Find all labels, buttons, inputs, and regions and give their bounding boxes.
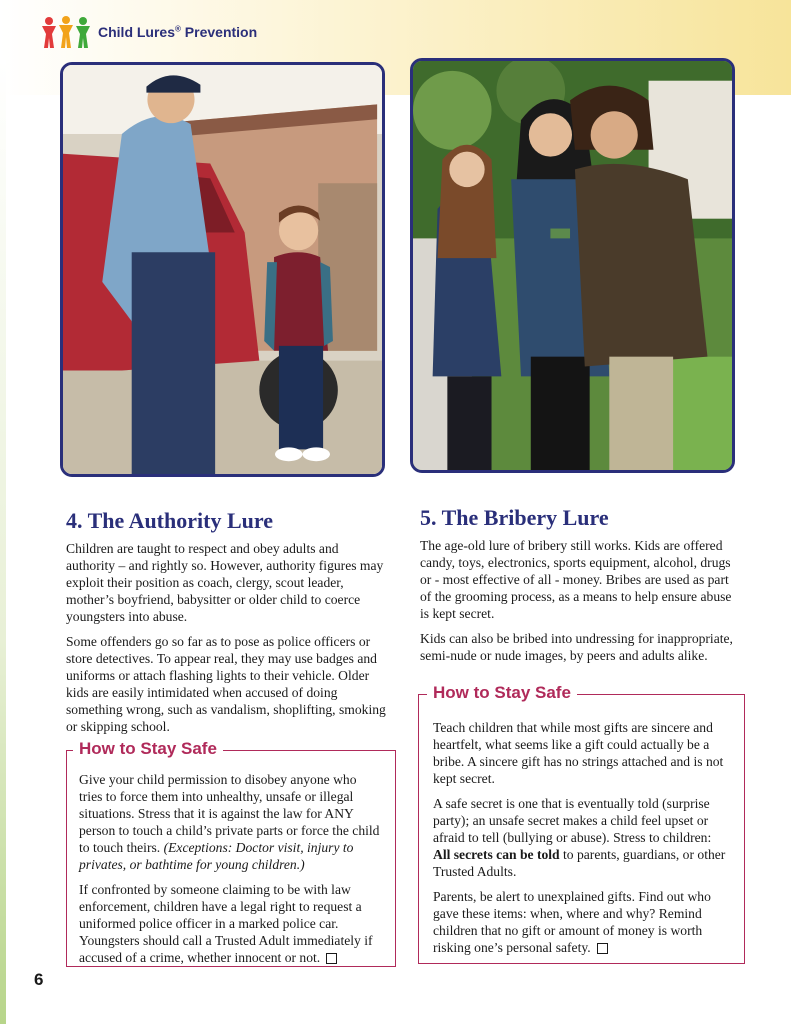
three-children-figures-icon [40, 14, 92, 50]
safe-paragraph: A safe secret is one that is eventually told (surprise party); an unsafe secret makes a child feel upset or afraid to tell (bullying or abuse). Stress to children: All secrets can be told to parents, guardians, or other Trusted Adults. [433, 796, 726, 879]
bribery-safety-box [418, 683, 745, 964]
bribery-lure-heading: 5. The Bribery Lure [420, 505, 609, 530]
end-mark-icon [326, 953, 337, 964]
body-paragraph: Kids can also be bribed into undressing for inappropriate, semi-nude or nude images, by peers and adults alike. [420, 631, 733, 663]
body-paragraph: Some offenders go so far as to pose as police officers or store detectives. To appear real, they may use badges and uniforms or attach flashing lights to their vehicle. Older kids are easily intimidated when accused of doing something wrong, such as vandalism, shoplifting, smoking or skipping school. [66, 634, 386, 734]
body-paragraph: The age-old lure of bribery still works. Kids are offered candy, toys, electronics, sports equipment, alcohol, drugs or - most effective of all - money. Bribes are used as part of the grooming process, as a means to help ensure abuse is kept secret. [420, 538, 732, 621]
safe-box-title: How to Stay Safe [73, 738, 223, 760]
brand-name: Child Lures® Prevention [98, 24, 258, 40]
authority-lure-heading: 4. The Authority Lure [66, 508, 273, 533]
authority-lure-body [66, 540, 386, 743]
safe-box-title: How to Stay Safe [427, 682, 577, 704]
brand-header [40, 14, 257, 50]
bribery-lure-body [420, 537, 738, 672]
safe-paragraph: Give your child permission to disobey anyone who tries to force them into unhealthy, unsafe or illegal situations. Stress that it is against the law for ANY person to touch a child’s private parts or force the child to touch theirs. (Exceptions: Doctor visit, injury to privates, or bathtime for young children.) [79, 772, 380, 872]
safe-paragraph: Teach children that while most gifts are sincere and heartfelt, what seems like a gift could actually be a bribe. A sincere gift has no strings attached and is not kept secret. [433, 720, 724, 786]
bribery-lure-illustration [410, 58, 735, 473]
safe-paragraph: If confronted by someone claiming to be with law enforcement, children have a legal right to request a uniformed police officer in a marked police car. Youngsters should call a Trusted Adult immediately if accused of a crime, whether innocent or not. [79, 882, 373, 965]
page-number: 6 [34, 970, 44, 989]
authority-safety-box [66, 739, 396, 967]
body-paragraph: Children are taught to respect and obey adults and authority – and rightly so. However, authority figures may exploit their position as coach, clergy, scout leader, mother’s boyfriend, babysitter or older child to coerce youngsters into abuse. [66, 541, 384, 624]
end-mark-icon [597, 943, 608, 954]
authority-lure-illustration [60, 62, 385, 477]
left-edge-decoration [0, 60, 6, 1024]
safe-paragraph: Parents, be alert to unexplained gifts. Find out who gave these items: when, where and why? Remind children that no gift or amount of money is worth risking one’s personal safety. [433, 889, 711, 955]
